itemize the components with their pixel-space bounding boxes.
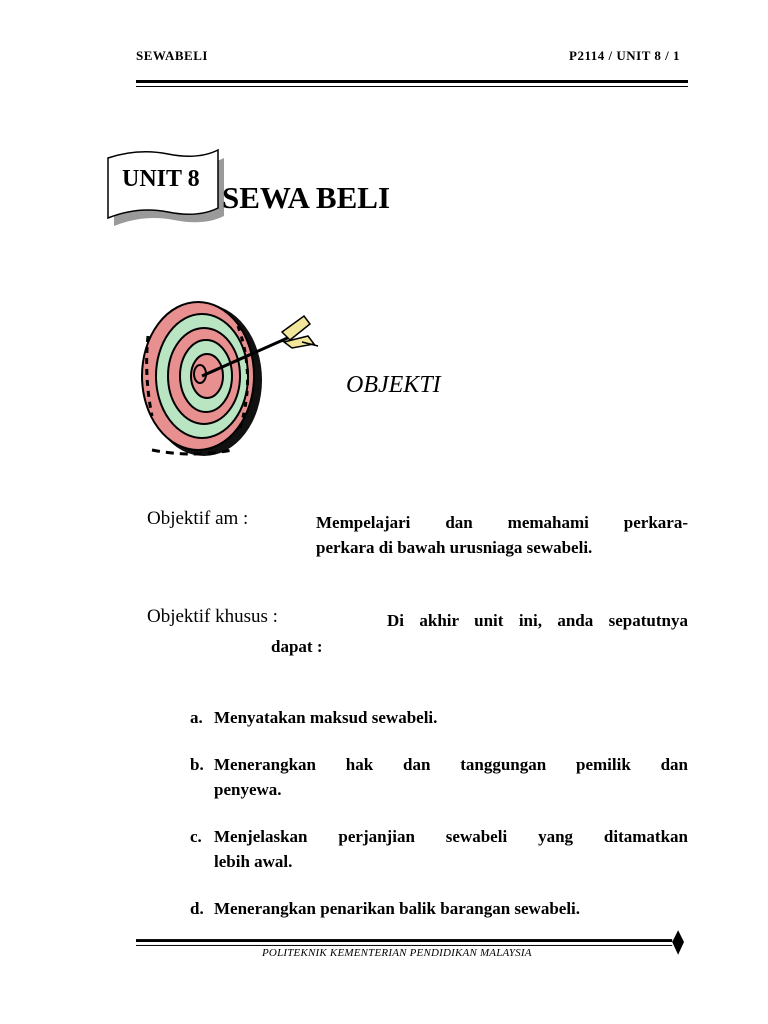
header-right: P2114 / UNIT 8 / 1 <box>569 48 680 63</box>
header-rule-thick <box>136 80 688 83</box>
list-item-text-cont: penyewa. <box>214 780 282 799</box>
footer-text: POLITEKNIK KEMENTERIAN PENDIDIKAN MALAYSIA <box>262 947 532 959</box>
list-item <box>190 752 688 802</box>
list-item <box>190 705 688 730</box>
objektif-khusus-line1: Di akhir unit ini, anda sepatutnya <box>387 611 688 630</box>
list-item-letter: a. <box>190 708 203 727</box>
objektif-khusus-line2: dapat : <box>271 637 323 656</box>
list-item-letter: b. <box>190 755 204 774</box>
list-item-letter: c. <box>190 827 202 846</box>
objectives-list <box>190 705 688 943</box>
list-item-text: Menerangkan hak dan tanggungan pemilik dan <box>214 755 688 774</box>
unit-title: SEWA BELI <box>222 180 391 215</box>
objektif-khusus-label: Objektif khusus : <box>147 606 278 627</box>
list-item-letter: d. <box>190 899 204 918</box>
list-item <box>190 896 688 921</box>
header-rule-thin <box>136 86 688 87</box>
list-item <box>190 824 688 874</box>
list-item-text: Menyatakan maksud sewabeli. <box>214 708 438 727</box>
header-left: SEWABELI <box>136 48 208 63</box>
unit-badge-label: UNIT 8 <box>122 166 200 192</box>
list-item-text: Menjelaskan perjanjian sewabeli yang ditamatkan <box>214 827 688 846</box>
objektif-am-label: Objektif am : <box>147 508 249 529</box>
objektif-am-line1: Mempelajari dan memahami perkara- <box>316 513 688 532</box>
objektif-am-text <box>316 510 688 560</box>
target-icon <box>132 300 322 460</box>
list-item-text-cont: lebih awal. <box>214 852 293 871</box>
list-item-text: Menerangkan penarikan balik barangan sewabeli. <box>214 899 581 918</box>
objektif-am-line2: perkara di bawah urusniaga sewabeli. <box>316 538 593 557</box>
section-heading: OBJEKTI <box>346 372 441 398</box>
diamond-icon <box>672 930 684 955</box>
